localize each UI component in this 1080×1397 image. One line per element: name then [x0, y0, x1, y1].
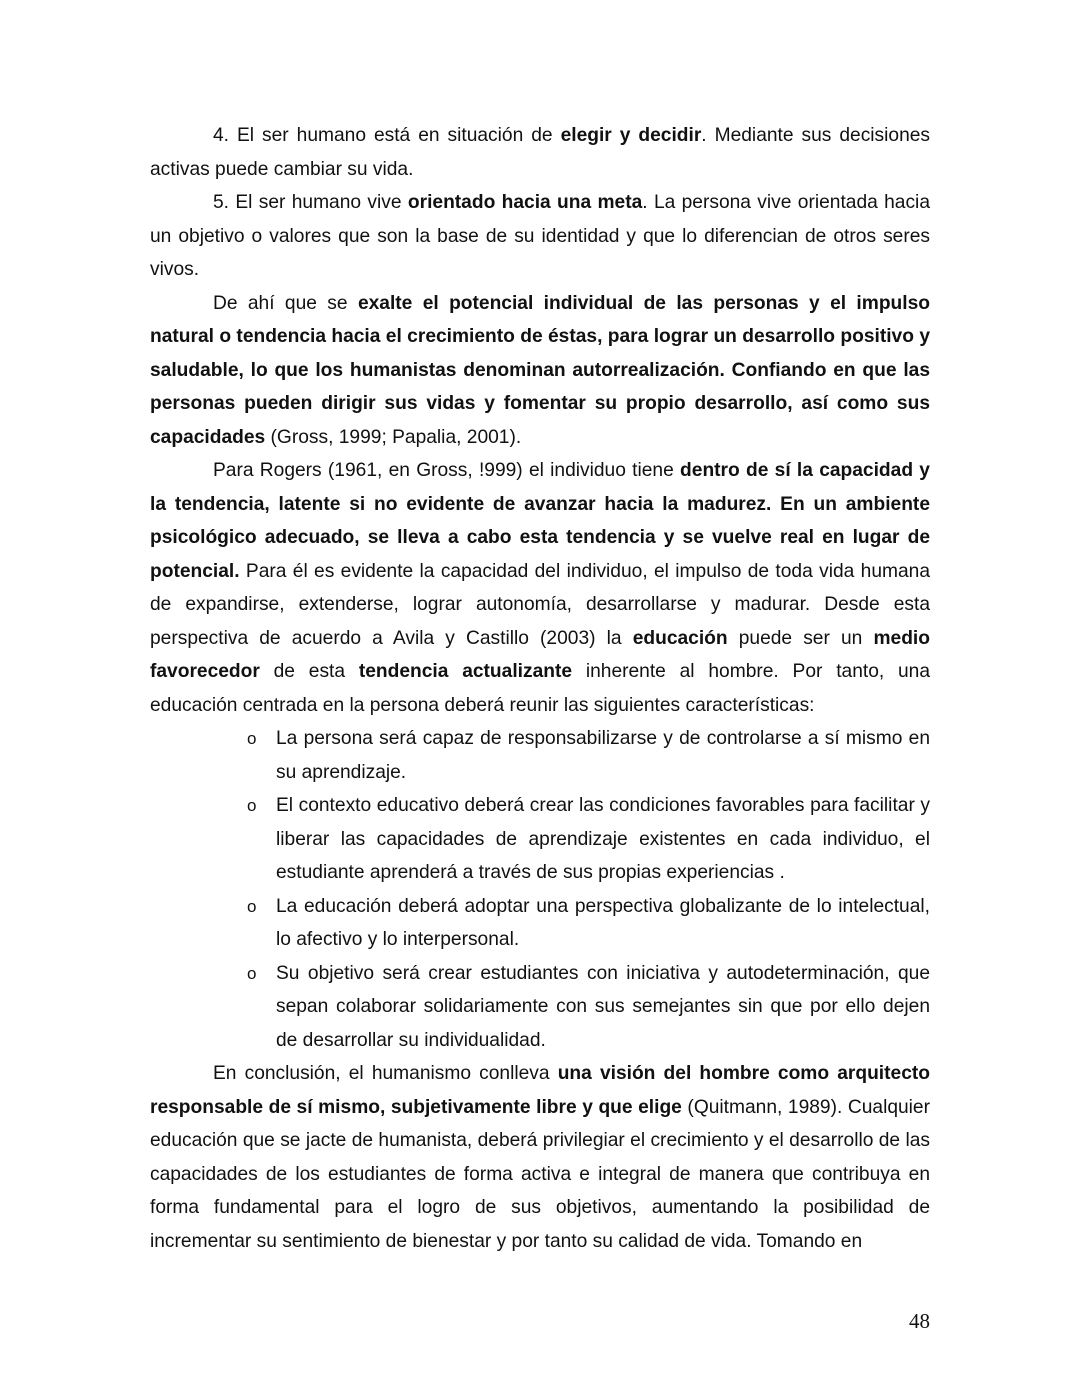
bold-text-run: educación [632, 627, 728, 649]
list-item-text: La persona será capaz de responsabilizarse y de controlarse a sí mismo en su aprendizaje. [276, 728, 930, 783]
text-run: Para él es evidente la capacidad del individuo, el impulso de toda vida humana de expandirse, extenderse, lograr autonomía, desarrollarse y madurar. Desde esta perspectiva de acuerdo a Avila y Castillo (2003) la [150, 560, 930, 649]
list-item [247, 890, 930, 957]
paragraph-rogers [150, 454, 930, 722]
text-run: puede ser un [727, 627, 874, 649]
list-item-text: Su objetivo será crear estudiantes con iniciativa y autodeterminación, que sepan colaborar solidariamente con sus semejantes sin que por ello dejen de desarrollar su individualidad. [276, 962, 930, 1051]
document-body [150, 119, 930, 1258]
text-run: (Quitmann, 1989). Cualquier educación que se jacte de humanista, deberá privilegiar el crecimiento y el desarrollo de las capacidades de los estudiantes de forma activa e integral de manera que contribuya en forma fundamental para el logro de sus objetivos, aumentando la posibilidad de incrementar su sentimiento de bienestar y por tanto su calidad de vida. Tomando en [150, 1096, 930, 1252]
list-item-text: El contexto educativo deberá crear las condiciones favorables para facilitar y liberar las capacidades de aprendizaje existentes en cada individuo, el estudiante aprenderá a través de sus propias experiencias . [276, 795, 930, 883]
text-run: inherente al hombre. Por tanto, una educación centrada en la persona deberá reunir las siguientes características: [150, 661, 931, 716]
paragraph-point-5 [150, 186, 930, 287]
bold-text-run: orientado hacia una meta [407, 192, 643, 213]
bullet-marker: o [247, 729, 257, 748]
text-run: En conclusión, el humanismo conlleva [213, 1063, 558, 1084]
list-item [247, 789, 930, 890]
list-item [247, 957, 930, 1058]
page-number: 48 [909, 1309, 930, 1333]
text-run: (Gross, 1999; Papalia, 2001). [265, 426, 522, 448]
text-run: . Mediante sus decisiones activas puede cambiar su vida. [150, 125, 931, 180]
paragraph-conclusion [150, 1057, 930, 1258]
bullet-marker: o [247, 896, 257, 916]
text-run: 4. El ser humano está en situación de [213, 125, 561, 146]
bold-text-run: dentro de sí la capacidad y la tendencia, latente si no evidente de avanzar hacia la madurez. En un ambiente psicológico adecuado, se lleva a cabo esta tendencia y se vuelve real en lugar de potencial. [150, 460, 930, 582]
text-run: de esta [259, 661, 359, 682]
characteristics-list [150, 722, 930, 1057]
text-run: De ahí que se [213, 292, 358, 314]
text-run: Para Rogers (1961, en Gross, !999) el individuo tiene [213, 460, 681, 481]
bold-text-run: exalte el potencial individual de las personas y el impulso natural o tendencia hacia el crecimiento de éstas, para lograr un desarrollo positivo y saludable, lo que los humanistas denominan autorrealización. Confiando en que las personas pueden dirigir sus vidas y fomentar su propio desarrollo, así como sus capacidades [150, 292, 930, 448]
text-run: . La persona vive orientada hacia un objetivo o valores que son la base de su identidad y que lo diferencian de otros seres vivos. [150, 192, 930, 280]
list-item [247, 722, 930, 789]
bold-text-run: medio favorecedor [150, 627, 930, 682]
bullet-marker: o [247, 796, 257, 815]
bullet-marker: o [247, 963, 257, 983]
bold-text-run: elegir y decidir [560, 125, 702, 146]
paragraph-point-4 [150, 119, 930, 186]
bold-text-run: tendencia actualizante [358, 661, 573, 682]
list-item-text: La educación deberá adoptar una perspectiva globalizante de lo intelectual, lo afectivo y lo interpersonal. [276, 895, 930, 950]
text-run: 5. El ser humano vive [213, 192, 408, 213]
paragraph-autorrealizacion [150, 287, 930, 455]
bold-text-run: una visión del hombre como arquitecto responsable de sí mismo, subjetivamente libre y que elige [150, 1063, 930, 1118]
